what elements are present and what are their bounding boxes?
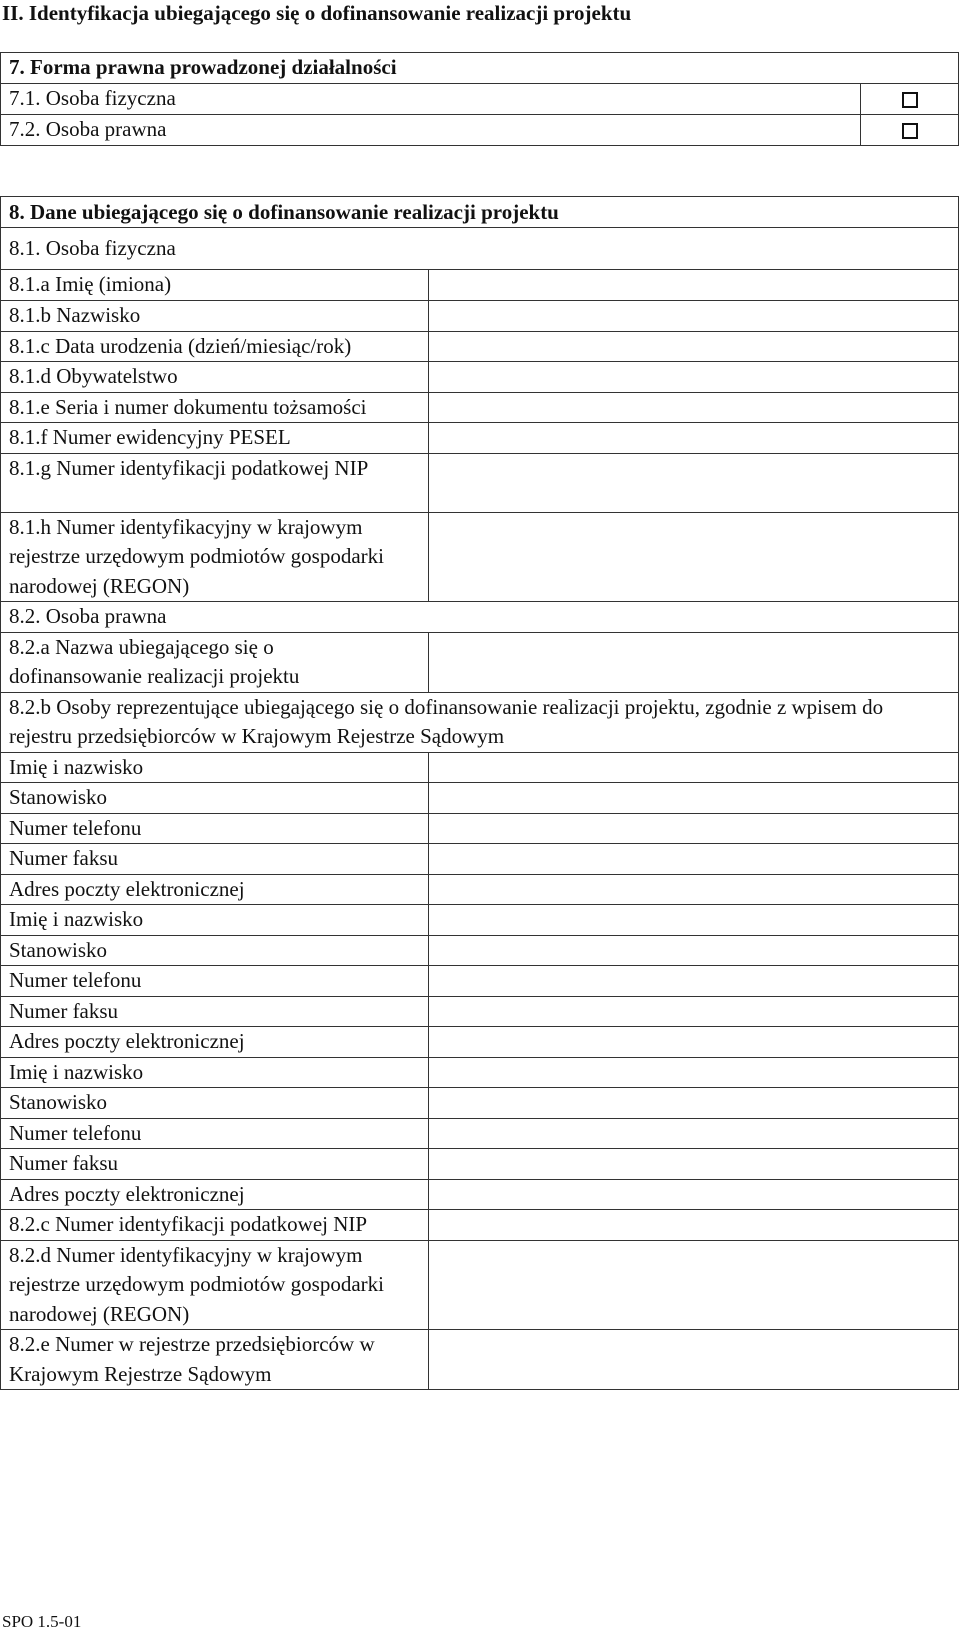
- rep2-fax-label: Numer faksu: [1, 996, 429, 1027]
- rep3-fax-value[interactable]: [429, 1149, 959, 1180]
- person-pesel-number-value[interactable]: [429, 423, 959, 454]
- representatives-title: 8.2.b Osoby reprezentujące ubiegającego się o dofinansowanie realizacji projektu, zgodnie z wpisem do rejestru przedsiębiorców w Krajowym Rejestrze Sądowym: [1, 692, 959, 752]
- person-last-name-label: 8.1.b Nazwisko: [1, 301, 429, 332]
- document-code: SPO 1.5-01: [2, 1612, 82, 1631]
- rep1-phone-label: Numer telefonu: [1, 813, 429, 844]
- section8-title: 8. Dane ubiegającego się o dofinansowanie realizacji projektu: [1, 197, 959, 228]
- rep3-full-name-value[interactable]: [429, 1057, 959, 1088]
- rep2-position-value[interactable]: [429, 935, 959, 966]
- legal-name-label: 8.2.a Nazwa ubiegającego się o dofinansowanie realizacji projektu: [1, 632, 429, 692]
- form-row: [1, 844, 959, 875]
- legal-nip-value[interactable]: [429, 1210, 959, 1241]
- option-label-legal-person: 7.2. Osoba prawna: [1, 115, 861, 146]
- rep1-fax-value[interactable]: [429, 844, 959, 875]
- section7-title: 7. Forma prawna prowadzonej działalności: [1, 53, 959, 84]
- form-row: [1, 783, 959, 814]
- form-row: [1, 874, 959, 905]
- form-row: [1, 301, 959, 332]
- rep2-full-name-label: Imię i nazwisko: [1, 905, 429, 936]
- person-birth-date-value[interactable]: [429, 331, 959, 362]
- rep3-phone-value[interactable]: [429, 1118, 959, 1149]
- rep2-phone-label: Numer telefonu: [1, 966, 429, 997]
- form-row: [1, 602, 959, 633]
- form-row: [1, 1210, 959, 1241]
- form-row: [1, 228, 959, 270]
- person-citizenship-label: 8.1.d Obywatelstwo: [1, 362, 429, 393]
- form-row: [1, 1057, 959, 1088]
- checkbox-cell-legal-person[interactable]: [861, 115, 959, 146]
- form-row: [1, 331, 959, 362]
- form-row: [1, 1027, 959, 1058]
- person-first-name-value[interactable]: [429, 270, 959, 301]
- legal-section-title: 8.2. Osoba prawna: [1, 602, 959, 633]
- person-birth-date-label: 8.1.c Data urodzenia (dzień/miesiąc/rok): [1, 331, 429, 362]
- legal-nip-label: 8.2.c Numer identyfikacji podatkowej NIP: [1, 1210, 429, 1241]
- form-row: [1, 1330, 959, 1390]
- person-regon-number-value[interactable]: [429, 512, 959, 602]
- person-id-document-number-value[interactable]: [429, 392, 959, 423]
- form-row: [1, 1240, 959, 1330]
- rep1-full-name-value[interactable]: [429, 752, 959, 783]
- rep1-email-label: Adres poczty elektronicznej: [1, 874, 429, 905]
- rep1-position-value[interactable]: [429, 783, 959, 814]
- form-row: [1, 1149, 959, 1180]
- rep1-fax-label: Numer faksu: [1, 844, 429, 875]
- form-row: [1, 632, 959, 692]
- rep3-email-label: Adres poczty elektronicznej: [1, 1179, 429, 1210]
- rep2-email-label: Adres poczty elektronicznej: [1, 1027, 429, 1058]
- rep3-position-value[interactable]: [429, 1088, 959, 1119]
- person-citizenship-value[interactable]: [429, 362, 959, 393]
- legal-krs-number-value[interactable]: [429, 1330, 959, 1390]
- form-row: [1, 512, 959, 602]
- person-id-document-number-label: 8.1.e Seria i numer dokumentu tożsamości: [1, 392, 429, 423]
- rep3-phone-label: Numer telefonu: [1, 1118, 429, 1149]
- person-section-title: 8.1. Osoba fizyczna: [1, 228, 959, 270]
- form-row: [1, 1179, 959, 1210]
- rep2-phone-value[interactable]: [429, 966, 959, 997]
- rep3-fax-label: Numer faksu: [1, 1149, 429, 1180]
- form-row: [1, 935, 959, 966]
- form-row: [1, 392, 959, 423]
- rep3-full-name-label: Imię i nazwisko: [1, 1057, 429, 1088]
- checkbox-natural-person[interactable]: [902, 92, 918, 108]
- rep2-email-value[interactable]: [429, 1027, 959, 1058]
- form-row: [1, 270, 959, 301]
- rep3-position-label: Stanowisko: [1, 1088, 429, 1119]
- form-row: [1, 1118, 959, 1149]
- rep3-email-value[interactable]: [429, 1179, 959, 1210]
- option-row-legal-person: [1, 115, 959, 146]
- legal-regon-value[interactable]: [429, 1240, 959, 1330]
- rep2-position-label: Stanowisko: [1, 935, 429, 966]
- rep1-email-value[interactable]: [429, 874, 959, 905]
- form-row: [1, 453, 959, 512]
- person-nip-number-label: 8.1.g Numer identyfikacji podatkowej NIP: [1, 453, 429, 512]
- form-row: [1, 996, 959, 1027]
- form-row: [1, 362, 959, 393]
- form-row: [1, 197, 959, 228]
- form-row: [1, 692, 959, 752]
- form-row: [1, 752, 959, 783]
- rep2-fax-value[interactable]: [429, 996, 959, 1027]
- checkbox-legal-person[interactable]: [902, 123, 918, 139]
- applicant-data-table: [0, 196, 959, 1390]
- person-nip-number-value[interactable]: [429, 453, 959, 512]
- person-pesel-number-label: 8.1.f Numer ewidencyjny PESEL: [1, 423, 429, 454]
- option-row-natural-person: [1, 84, 959, 115]
- rep2-full-name-value[interactable]: [429, 905, 959, 936]
- legal-name-value[interactable]: [429, 632, 959, 692]
- person-regon-number-label: 8.1.h Numer identyfikacyjny w krajowym rejestrze urzędowym podmiotów gospodarki narodowej (REGON): [1, 512, 429, 602]
- form-row: [1, 1088, 959, 1119]
- section-heading: II. Identyfikacja ubiegającego się o dofinansowanie realizacji projektu: [2, 1, 632, 25]
- person-first-name-label: 8.1.a Imię (imiona): [1, 270, 429, 301]
- rep1-phone-value[interactable]: [429, 813, 959, 844]
- legal-form-table: [0, 52, 959, 146]
- option-label-natural-person: 7.1. Osoba fizyczna: [1, 84, 861, 115]
- checkbox-cell-natural-person[interactable]: [861, 84, 959, 115]
- rep1-position-label: Stanowisko: [1, 783, 429, 814]
- legal-krs-number-label: 8.2.e Numer w rejestrze przedsiębiorców w Krajowym Rejestrze Sądowym: [1, 1330, 429, 1390]
- form-row: [1, 423, 959, 454]
- legal-regon-label: 8.2.d Numer identyfikacyjny w krajowym rejestrze urzędowym podmiotów gospodarki narodowej (REGON): [1, 1240, 429, 1330]
- form-row: [1, 905, 959, 936]
- rep1-full-name-label: Imię i nazwisko: [1, 752, 429, 783]
- person-last-name-value[interactable]: [429, 301, 959, 332]
- form-row: [1, 813, 959, 844]
- section7-title-row: [1, 53, 959, 84]
- form-row: [1, 966, 959, 997]
